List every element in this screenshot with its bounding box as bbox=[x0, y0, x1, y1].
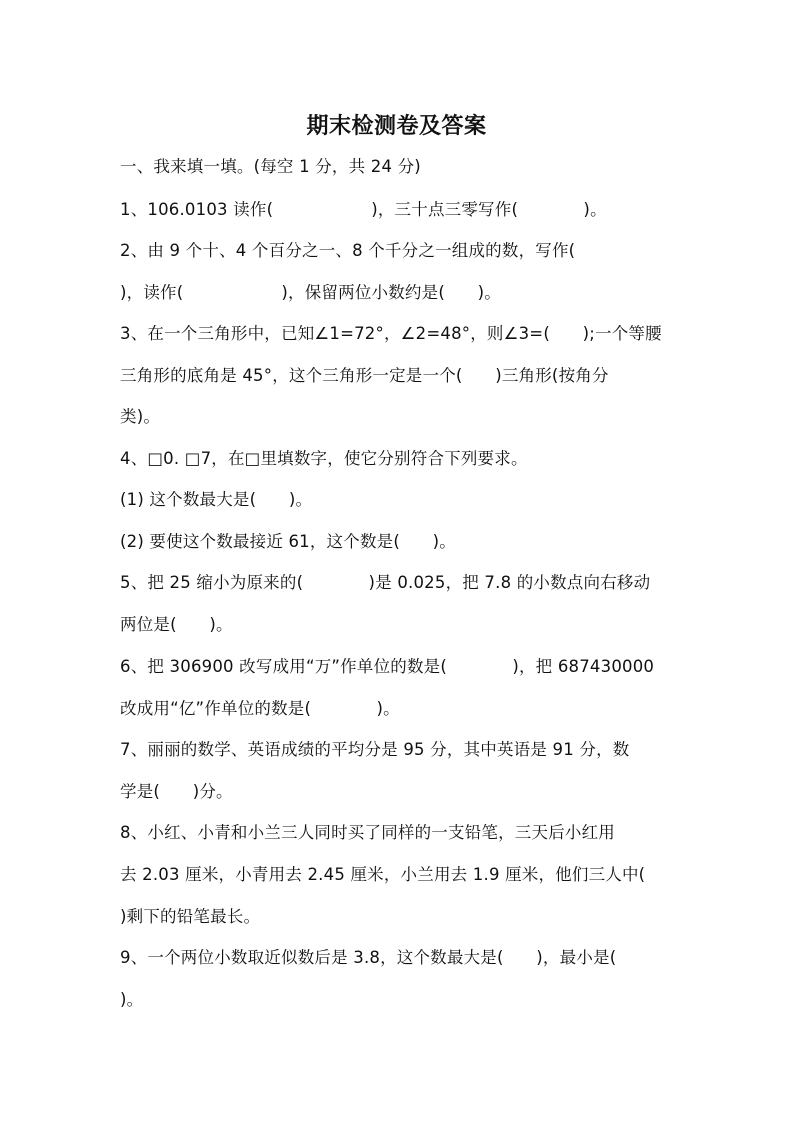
question-1: 1、106.0103 读作( )，三十点三零写作( )。 bbox=[120, 200, 607, 219]
question-8-cont: 去 2.03 厘米，小青用去 2.45 厘米，小兰用去 1.9 厘米，他们三人中( bbox=[120, 865, 646, 884]
question-6-cont: 改成用“亿”作单位的数是( )。 bbox=[120, 699, 400, 718]
question-6: 6、把 306900 改写成用“万”作单位的数是( )，把 687430000 bbox=[120, 657, 655, 676]
question-9-cont: )。 bbox=[120, 990, 144, 1009]
page-title: 期末检测卷及答案 bbox=[306, 114, 487, 139]
question-7-cont: 学是( )分。 bbox=[120, 782, 233, 801]
question-4-part-2: (2) 要使这个数最接近 61，这个数是( )。 bbox=[120, 532, 457, 551]
question-2: 2、由 9 个十、4 个百分之一、8 个千分之一组成的数，写作( bbox=[120, 241, 576, 260]
question-8: 8、小红、小青和小兰三人同时买了同样的一支铅笔，三天后小红用 bbox=[120, 823, 615, 842]
question-4-part-1: (1) 这个数最大是( )。 bbox=[120, 490, 313, 509]
question-3-cont: 三角形的底角是 45°，这个三角形一定是一个( )三角形(按角分 bbox=[120, 366, 609, 385]
question-5: 5、把 25 缩小为原来的( )是 0.025，把 7.8 的小数点向右移动 bbox=[120, 573, 651, 592]
question-8-cont: )剩下的铅笔最长。 bbox=[120, 907, 261, 926]
question-3: 3、在一个三角形中，已知∠1=72°，∠2=48°，则∠3=( );一个等腰 bbox=[120, 324, 662, 343]
section-heading: 一、我来填一填。(每空 1 分，共 24 分) bbox=[120, 157, 421, 176]
question-7: 7、丽丽的数学、英语成绩的平均分是 95 分，其中英语是 91 分，数 bbox=[120, 740, 630, 759]
question-4: 4、□0. □7，在□里填数字，使它分别符合下列要求。 bbox=[120, 449, 528, 468]
question-9: 9、一个两位小数取近似数后是 3.8，这个数最大是( )，最小是( bbox=[120, 948, 617, 967]
question-5-cont: 两位是( )。 bbox=[120, 615, 233, 634]
question-2-cont: )，读作( )，保留两位小数约是( )。 bbox=[120, 283, 501, 302]
question-3-cont: 类)。 bbox=[120, 407, 161, 426]
